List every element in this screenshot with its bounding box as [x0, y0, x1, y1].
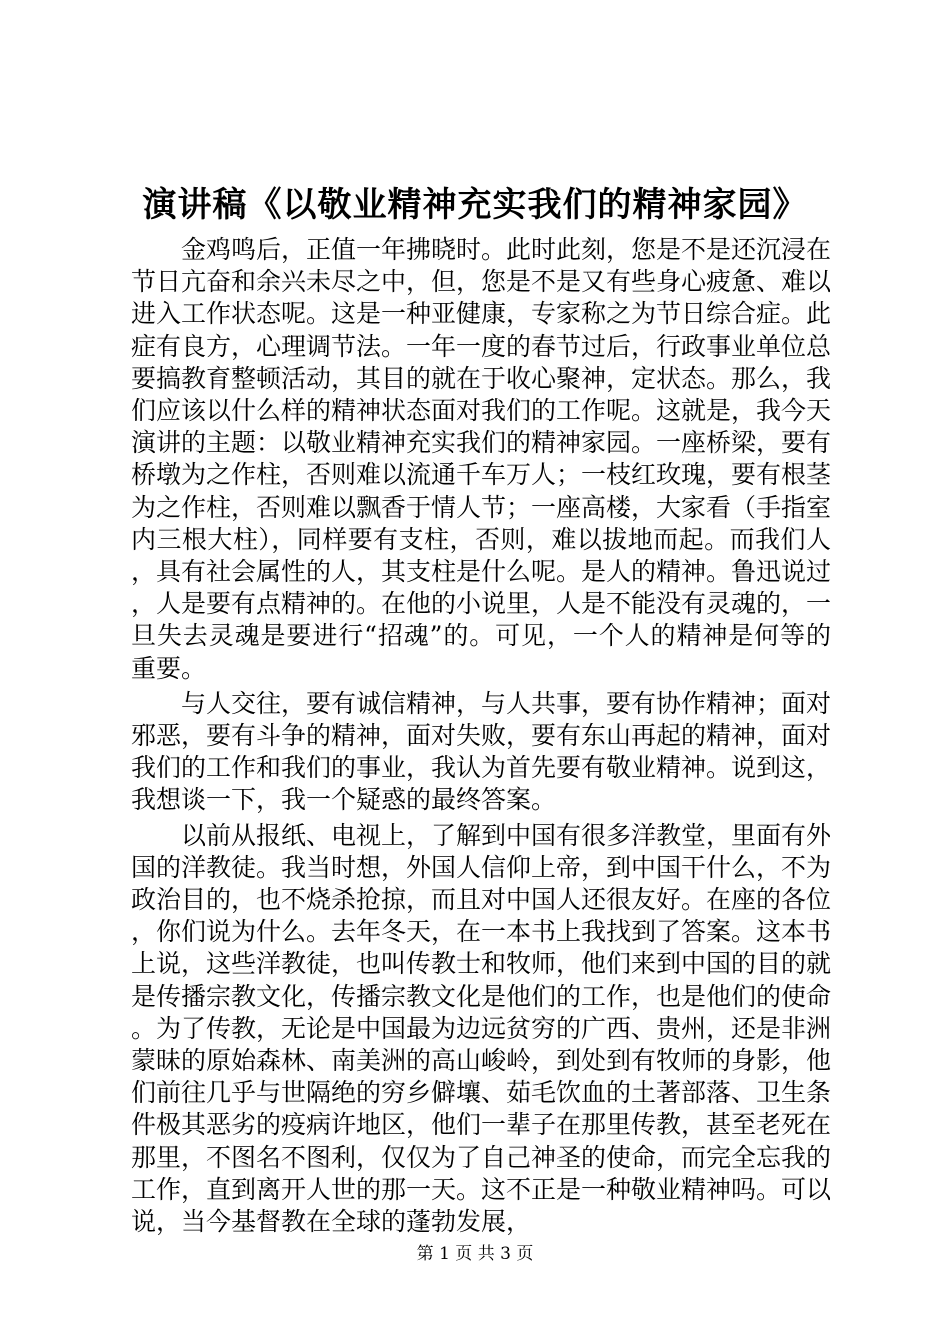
paragraph-3: 以前从报纸、电视上，了解到中国有很多洋教堂，里面有外国的洋教徒。我当时想，外国人信仰上帝，到中国干什么，不为政治目的，也不烧杀抢掠，而且对中国人还很友好。在座的各位，你们说为什么。去年冬天，在一本书上我找到了答案。这本书上说，这些洋教徒，也叫传教士和牧师，他们来到中国的目的就是传播宗教文化，传播宗教文化是他们的工作，也是他们的使命。为了传教，无论是中国最为边远贫穷的广西、贵州，还是非洲蒙昧的原始森林、南美洲的高山峻岭，到处到有牧师的身影，他们前往几乎与世隔绝的穷乡僻壤、茹毛饮血的土著部落、卫生条件极其恶劣的疫病许地区，他们一辈子在那里传教，甚至老死在那里，不图名不图利，仅仅为了自己神圣的使命，而完全忘我的工作，直到离开人世的那一天。这不正是一种敬业精神吗。可以说，当今基督教在全球的蓬勃发展， — [131, 820, 832, 1237]
paragraph-2: 与人交往，要有诚信精神，与人共事，要有协作精神；面对邪恶，要有斗争的精神，面对失败，要有东山再起的精神，面对我们的工作和我们的事业，我认为首先要有敬业精神。说到这，我想谈一下，我一个疑惑的最终答案。 — [131, 688, 832, 815]
paragraph-1: 金鸡鸣后，正值一年拂晓时。此时此刻，您是不是还沉浸在节日亢奋和余兴未尽之中，但，您是不是又有些身心疲惫、难以进入工作状态呢。这是一种亚健康，专家称之为节日综合症。此症有良方，心理调节法。一年一度的春节过后，行政事业单位总要搞教育整顿活动，其目的就在于收心聚神，定状态。那么，我们应该以什么样的精神状态面对我们的工作呢。这就是，我今天演讲的主题：以敬业精神充实我们的精神家园。一座桥梁，要有桥墩为之作柱，否则难以流通千车万人；一枝红玫瑰，要有根茎为之作柱，否则难以飘香于情人节；一座高楼，大家看（手指室内三根大柱），同样要有支柱，否则，难以拔地而起。而我们人，具有社会属性的人，其支柱是什么呢。是人的精神。鲁迅说过，人是要有点精神的。在他的小说里，人是不能没有灵魂的，一旦失去灵魂是要进行“招魂”的。可见，一个人的精神是何等的重要。 — [131, 235, 832, 683]
page-number-footer: 第 1 页 共 3 页 — [416, 1244, 534, 1264]
document-title: 演讲稿《以敬业精神充实我们的精神家园》 — [142, 185, 808, 225]
document-body — [131, 234, 831, 1238]
